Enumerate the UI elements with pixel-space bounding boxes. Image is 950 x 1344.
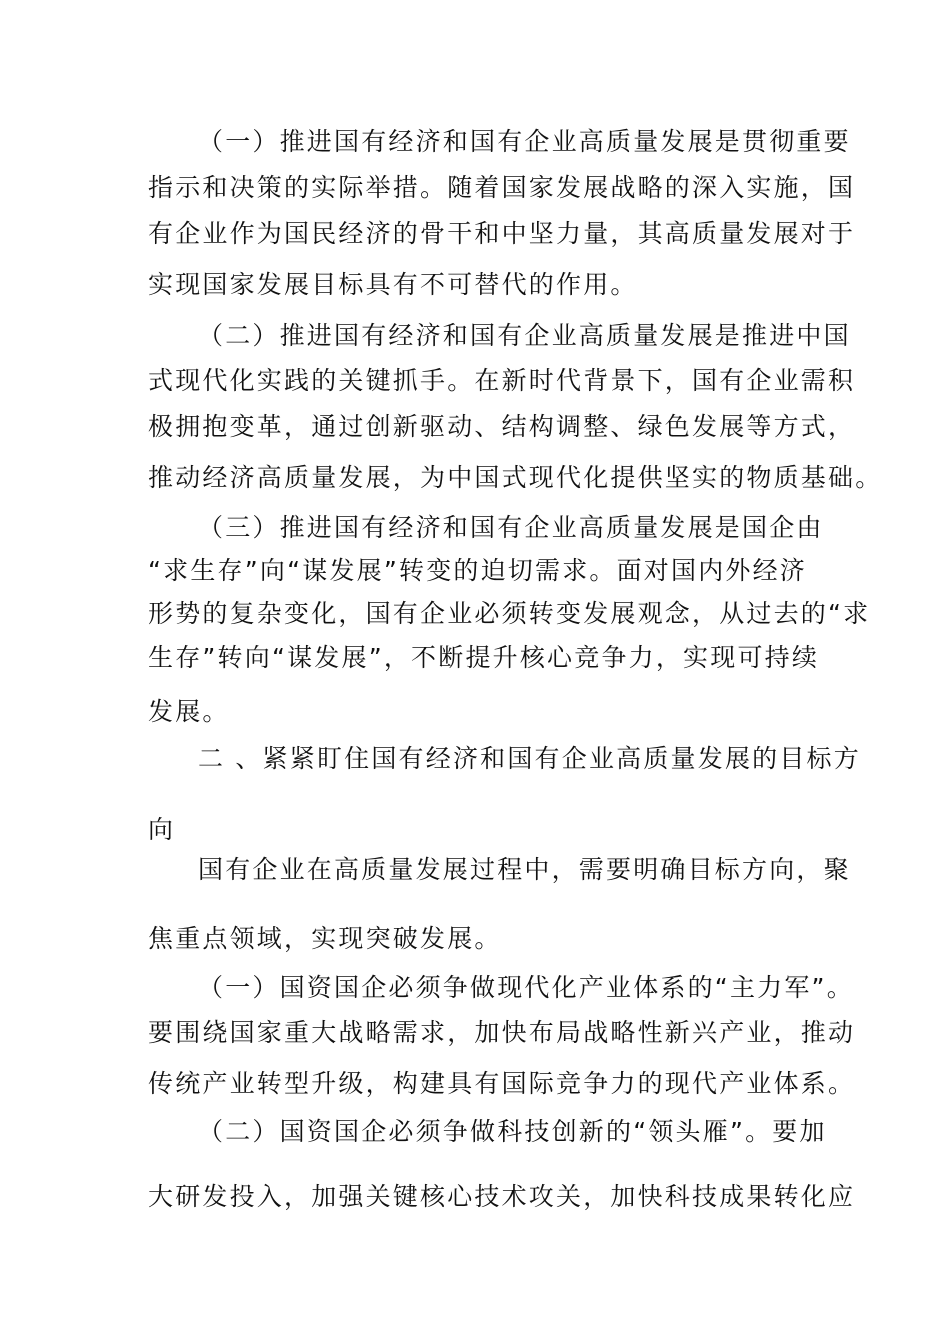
paragraph-6-line-1: （二）国资国企必须争做科技创新的“领头雁”。要加 (198, 1117, 827, 1146)
paragraph-5-line-1: （一）国资国企必须争做现代化产业体系的“主力军”。 (198, 973, 854, 1002)
paragraph-4-line-2: 焦重点领域，实现突破发展。 (148, 924, 502, 953)
paragraph-3-line-5: 发展。 (148, 697, 230, 726)
paragraph-3-line-3: 形势的复杂变化，国有企业必须转变发展观念，从过去的“求 (148, 599, 871, 628)
section-heading-line-2: 向 (148, 815, 176, 844)
paragraph-5-line-3: 传统产业转型升级，构建具有国际竞争力的现代产业体系。 (148, 1069, 856, 1098)
paragraph-1-line-1: （一）推进国有经济和国有企业高质量发展是贯彻重要 (198, 127, 851, 156)
paragraph-3-line-4: 生存”转向“谋发展”，不断提升核心竞争力，实现可持续 (148, 643, 820, 672)
paragraph-4-line-1: 国有企业在高质量发展过程中，需要明确目标方向，聚 (198, 855, 851, 884)
paragraph-2-line-1: （二）推进国有经济和国有企业高质量发展是推进中国 (198, 321, 851, 350)
paragraph-2-line-2: 式现代化实践的关键抓手。在新时代背景下，国有企业需积 (148, 366, 856, 395)
paragraph-1-line-3: 有企业作为国民经济的骨干和中坚力量，其高质量发展对于 (148, 219, 856, 248)
paragraph-3-line-2: “求生存”向“谋发展”转变的迫切需求。面对国内外经济 (148, 556, 808, 585)
paragraph-1-line-4: 实现国家发展目标具有不可替代的作用。 (148, 270, 638, 299)
section-heading-line-1: 二 、紧紧盯住国有经济和国有企业高质量发展的目标方 (198, 744, 861, 773)
paragraph-3-line-1: （三）推进国有经济和国有企业高质量发展是国企由 (198, 513, 824, 542)
paragraph-6-line-2: 大研发投入，加强关键核心技术攻关，加快科技成果转化应 (148, 1182, 856, 1211)
paragraph-2-line-3: 极拥抱变革，通过创新驱动、结构调整、绿色发展等方式， (148, 412, 856, 441)
paragraph-5-line-2: 要围绕国家重大战略需求，加快布局战略性新兴产业，推动 (148, 1018, 856, 1047)
paragraph-1-line-2: 指示和决策的实际举措。随着国家发展战略的深入实施，国 (148, 173, 856, 202)
paragraph-2-line-4: 推动经济高质量发展，为中国式现代化提供坚实的物质基础。 (148, 463, 883, 492)
